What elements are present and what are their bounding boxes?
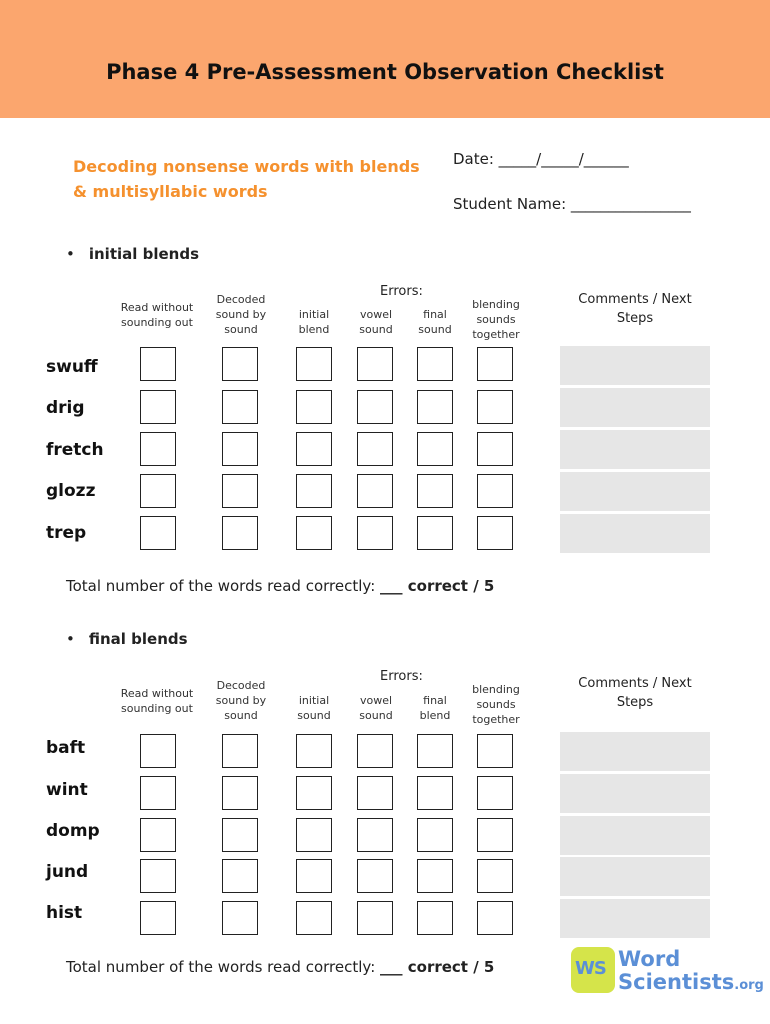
header-banner <box>0 0 770 118</box>
checkbox-decoded[interactable] <box>222 776 258 810</box>
logo-text-scientists: Scientists.org <box>618 970 764 994</box>
comments-header: Comments / Next Steps <box>578 676 692 710</box>
col-header-error-2: vowel sound <box>359 308 393 336</box>
checkbox-error[interactable] <box>296 818 332 852</box>
checkbox-error[interactable] <box>477 516 513 550</box>
checkbox-read[interactable] <box>140 347 176 381</box>
checkbox-error[interactable] <box>357 818 393 852</box>
checkbox-error[interactable] <box>477 432 513 466</box>
checkbox-error[interactable] <box>477 859 513 893</box>
checkbox-decoded[interactable] <box>222 432 258 466</box>
checkbox-error[interactable] <box>357 347 393 381</box>
word-label: drig <box>46 398 85 418</box>
checkbox-read[interactable] <box>140 516 176 550</box>
checkbox-error[interactable] <box>296 859 332 893</box>
date-field[interactable]: Date: _____/_____/______ <box>453 150 629 168</box>
total-score[interactable]: ___ correct / 5 <box>380 577 495 595</box>
word-label: wint <box>46 780 88 800</box>
comment-box[interactable] <box>560 732 710 771</box>
comment-box[interactable] <box>560 388 710 427</box>
comment-box[interactable] <box>560 430 710 469</box>
errors-label: Errors: <box>380 284 423 299</box>
student-name-field[interactable]: Student Name: ________________ <box>453 195 691 213</box>
total-label: Total number of the words read correctly: <box>66 958 381 976</box>
checkbox-read[interactable] <box>140 432 176 466</box>
checkbox-error[interactable] <box>296 390 332 424</box>
word-label: jund <box>46 862 89 882</box>
checkbox-error[interactable] <box>417 474 453 508</box>
checkbox-error[interactable] <box>357 474 393 508</box>
section-heading: • initial blends <box>66 245 199 263</box>
checkbox-error[interactable] <box>477 390 513 424</box>
total-score[interactable]: ___ correct / 5 <box>380 958 495 976</box>
checkbox-error[interactable] <box>357 776 393 810</box>
checkbox-read[interactable] <box>140 776 176 810</box>
col-header-error-3: final blend <box>419 694 451 722</box>
col-header-decoded: Decoded sound by sound <box>215 293 267 336</box>
ws-logo-icon: WS <box>571 947 615 993</box>
comment-box[interactable] <box>560 514 710 553</box>
checkbox-error[interactable] <box>296 474 332 508</box>
checkbox-read[interactable] <box>140 390 176 424</box>
word-label: baft <box>46 738 86 758</box>
checkbox-error[interactable] <box>417 347 453 381</box>
checkbox-error[interactable] <box>417 818 453 852</box>
checkbox-error[interactable] <box>296 776 332 810</box>
col-header-error-1: initial blend <box>298 308 330 336</box>
checkbox-error[interactable] <box>417 859 453 893</box>
page-title: Phase 4 Pre-Assessment Observation Checklist <box>106 60 664 84</box>
checkbox-decoded[interactable] <box>222 859 258 893</box>
checkbox-error[interactable] <box>477 474 513 508</box>
col-header-read: Read without sounding out <box>120 687 194 715</box>
col-header-error-1: initial sound <box>297 694 331 722</box>
comment-box[interactable] <box>560 346 710 385</box>
checkbox-read[interactable] <box>140 818 176 852</box>
checkbox-error[interactable] <box>296 347 332 381</box>
checkbox-error[interactable] <box>417 734 453 768</box>
checkbox-error[interactable] <box>477 776 513 810</box>
checkbox-error[interactable] <box>417 516 453 550</box>
checkbox-read[interactable] <box>140 859 176 893</box>
checkbox-read[interactable] <box>140 901 176 935</box>
checkbox-error[interactable] <box>296 734 332 768</box>
logo-text-word: Word <box>618 947 681 971</box>
checkbox-decoded[interactable] <box>222 347 258 381</box>
checkbox-error[interactable] <box>417 432 453 466</box>
checkbox-decoded[interactable] <box>222 516 258 550</box>
checkbox-error[interactable] <box>296 901 332 935</box>
checkbox-error[interactable] <box>357 734 393 768</box>
checkbox-error[interactable] <box>477 901 513 935</box>
checkbox-error[interactable] <box>357 432 393 466</box>
subtitle: Decoding nonsense words with blends & multisyllabic words <box>73 157 420 201</box>
word-label: glozz <box>46 481 96 501</box>
word-label: fretch <box>46 440 104 460</box>
checkbox-error[interactable] <box>296 516 332 550</box>
checkbox-error[interactable] <box>296 432 332 466</box>
comment-box[interactable] <box>560 774 710 813</box>
word-label: hist <box>46 903 83 923</box>
comment-box[interactable] <box>560 472 710 511</box>
total-correct <box>66 958 494 976</box>
word-label: swuff <box>46 357 98 377</box>
total-label: Total number of the words read correctly: <box>66 577 381 595</box>
comments-header: Comments / Next Steps <box>578 292 692 326</box>
checkbox-error[interactable] <box>417 901 453 935</box>
col-header-error-2: vowel sound <box>359 694 393 722</box>
col-header-error-3: final sound <box>418 308 452 336</box>
comment-box[interactable] <box>560 857 710 896</box>
checkbox-error[interactable] <box>357 516 393 550</box>
section-heading: • final blends <box>66 630 188 648</box>
checkbox-error[interactable] <box>477 818 513 852</box>
col-header-read: Read without sounding out <box>120 301 194 329</box>
checkbox-error[interactable] <box>417 776 453 810</box>
comment-box[interactable] <box>560 899 710 938</box>
checkbox-decoded[interactable] <box>222 474 258 508</box>
checkbox-error[interactable] <box>417 390 453 424</box>
checkbox-error[interactable] <box>477 347 513 381</box>
checkbox-error[interactable] <box>477 734 513 768</box>
col-header-error-4: blending sounds together <box>472 298 520 341</box>
checkbox-decoded[interactable] <box>222 390 258 424</box>
checkbox-read[interactable] <box>140 734 176 768</box>
total-correct <box>66 577 494 595</box>
checkbox-error[interactable] <box>357 859 393 893</box>
errors-label: Errors: <box>380 669 423 684</box>
comment-box[interactable] <box>560 816 710 855</box>
checkbox-decoded[interactable] <box>222 818 258 852</box>
checkbox-decoded[interactable] <box>222 901 258 935</box>
word-label: domp <box>46 821 100 841</box>
col-header-error-4: blending sounds together <box>472 683 520 726</box>
checkbox-error[interactable] <box>357 901 393 935</box>
checkbox-decoded[interactable] <box>222 734 258 768</box>
checkbox-error[interactable] <box>357 390 393 424</box>
checkbox-read[interactable] <box>140 474 176 508</box>
word-label: trep <box>46 523 87 543</box>
col-header-decoded: Decoded sound by sound <box>215 679 267 722</box>
